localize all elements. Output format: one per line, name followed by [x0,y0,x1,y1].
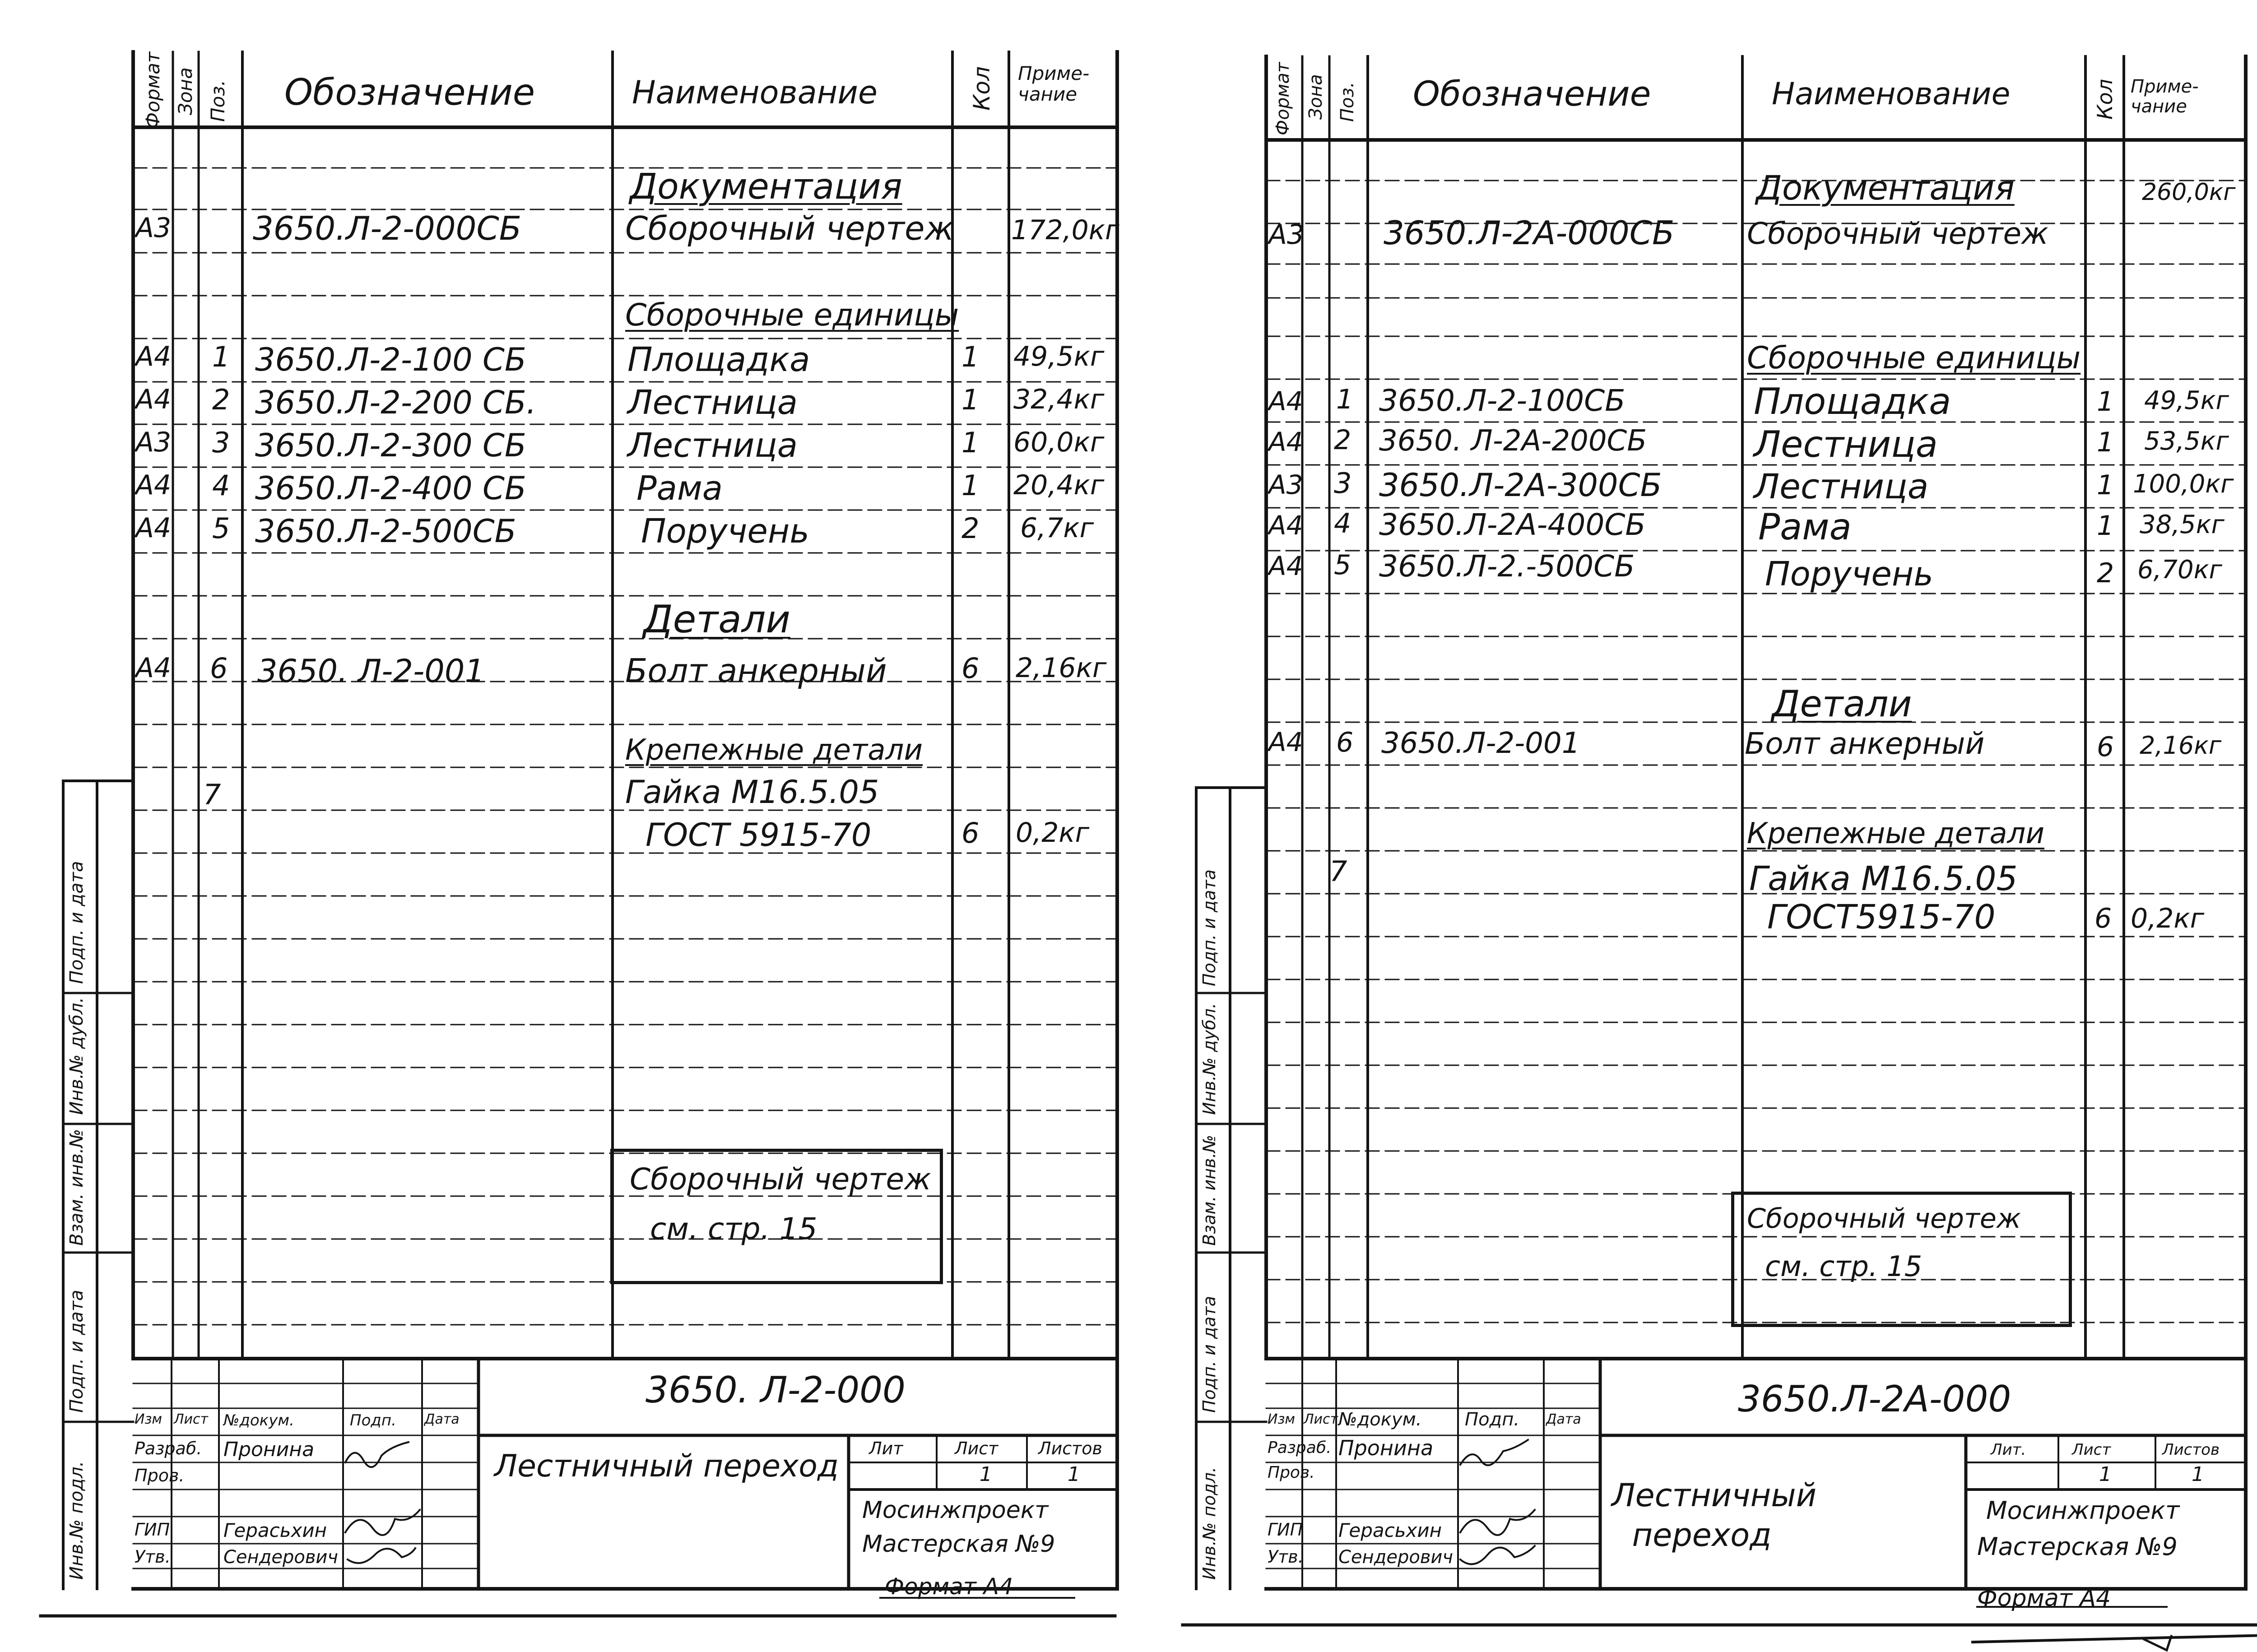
row-qty: 1 [961,469,980,502]
row-name: Площадка [627,340,810,379]
section-fasteners: Крепежные детали [625,733,923,767]
header-format: Формат [1272,62,1293,135]
tb-person: Пронина [1338,1436,1434,1460]
row-format: А4 [135,469,172,501]
row-qty: 2 [961,512,980,545]
header-qty: Кол [2093,79,2117,120]
row-qty: 1 [2097,427,2114,458]
row-note: 53,5кг [2144,427,2229,456]
tb-role: ГИП [1268,1520,1303,1540]
tb-role: Пров. [1268,1463,1315,1482]
row-name: ГОСТ 5915-70 [646,817,872,854]
row-designation: 3650.Л-2-400 СБ [255,470,526,507]
tb-lit-label: Лит [869,1439,903,1458]
row-qty: 1 [961,340,980,373]
header-name: Наименование [632,74,878,111]
row-designation: 3650.Л-2А-400СБ [1379,507,1646,542]
section-docs: Документация [1756,169,2015,208]
row-name: Площадка [1754,381,1951,422]
row-designation: 3650.Л-2-100СБ [1379,383,1625,418]
row-name: Гайка М16.5.05 [625,774,879,811]
header-note: Приме- чание [2131,76,2199,117]
row-name: Поручень [1765,555,1933,594]
header-note: Приме- чание [1018,62,1090,106]
row-designation: 3650.Л-2-001 [1381,727,1580,760]
row-name: Лестница [1754,423,1938,465]
tb-sheets-label: Листов [1038,1439,1102,1458]
row-designation: 3650.Л-2.-500СБ [1379,549,1635,584]
header-pos: Поз. [207,80,229,122]
tb-sheets-label: Листов [2162,1441,2220,1459]
row-note: 172,0кг [1011,214,1119,246]
row-note: 0,2кг [1016,817,1090,849]
doc-title: Лестничный переход [1611,1477,1817,1554]
tb-sheets: 1 [2192,1463,2204,1486]
tb-col: №докум. [223,1411,294,1429]
row-note: 0,2кг [2131,903,2205,934]
row-designation: 3650.Л-2-200 СБ. [255,384,537,421]
row-pos: 4 [212,469,230,502]
tb-sheet: 1 [980,1463,992,1486]
row-note: 6,7кг [1020,512,1094,544]
row-pos: 7 [1329,855,1347,888]
row-note: 6,70кг [2137,555,2222,585]
doc-title: Лестничный переход [494,1448,839,1484]
section-details: Детали [1772,683,1912,725]
row-pos: 4 [1334,508,1351,539]
side-label: Взам. инв.№ [1199,1135,1219,1246]
tb-sheet-label: Лист [2072,1441,2111,1459]
row-format: А4 [135,341,172,372]
tb-col: Дата [424,1411,460,1427]
tb-org-line1: Мосинжпроект [1986,1496,2180,1525]
side-label: Инв.№ дубл. [66,997,87,1115]
tb-role: Разраб. [1268,1439,1332,1457]
row-note: 49,5кг [2144,386,2229,415]
tb-col: Лист [1304,1411,1338,1427]
row-format: А4 [135,652,172,684]
row-pos: 6 [210,652,228,685]
header-pos: Поз. [1337,82,1358,122]
row-qty: 6 [2097,731,2114,763]
row-designation: 3650.Л-2-100 СБ [255,341,526,378]
tb-org-line1: Мосинжпроект [862,1497,1049,1524]
row-qty: 6 [961,652,980,685]
tb-org-line2: Мастерская №9 [862,1531,1055,1558]
tb-sheet: 1 [2099,1463,2112,1486]
row-name: Лестница [1754,466,1929,506]
row-format: А3 [135,212,172,244]
row-designation: 3650. Л-2-001 [257,653,485,690]
assembly-note-line2: см. стр. 15 [1765,1250,1923,1283]
row-qty: 1 [961,426,980,459]
tb-lit-label: Лит. [1991,1441,2026,1459]
row-qty: 1 [2097,510,2114,542]
row-designation: 3650.Л-2-000СБ [253,209,522,247]
row-pos: 5 [212,512,230,545]
row-name: ГОСТ5915-70 [1767,898,1996,937]
row-qty: 1 [2097,386,2114,418]
row-name: Болт анкерный [1745,726,1985,761]
row-qty: 6 [961,817,980,849]
row-format: А3 [1268,469,1303,500]
row-pos: 1 [212,340,230,373]
row-note: 2,16кг [2140,731,2222,760]
row-format: А4 [1268,727,1303,757]
row-designation: 3650.Л-2А-300СБ [1379,467,1662,504]
tb-col: Изм [135,1411,163,1427]
row-note: 100,0кг [2133,469,2234,499]
tb-person: Пронина [223,1438,315,1461]
row-note: 260,0кг [2142,179,2236,206]
row-pos: 2 [212,383,230,416]
row-designation: 3650.Л-2А-000СБ [1384,214,1675,252]
row-note: 38,5кг [2140,510,2224,539]
row-pos: 3 [1334,467,1352,500]
row-name: Болт анкерный [625,652,887,690]
row-name: Поручень [641,512,809,551]
row-name: Гайка М16.5.05 [1749,859,2018,898]
header-designation: Обозначение [284,71,535,113]
row-note: 20,4кг [1013,469,1105,501]
assembly-note-line1: Сборочный чертеж [1747,1203,2021,1234]
tb-col: Дата [1546,1411,1581,1427]
tb-role: Утв. [1268,1547,1304,1567]
tb-person: Герасьхин [223,1519,327,1541]
row-designation: 3650.Л-2-300 СБ [255,427,526,464]
row-pos: 5 [1334,549,1351,581]
row-qty: 2 [2097,557,2114,589]
side-label: Взам. инв.№ [66,1129,87,1246]
header-qty: Кол [969,66,995,111]
row-format: А4 [135,384,172,415]
row-qty: 1 [961,383,980,416]
row-pos: 2 [1334,424,1351,456]
tb-person: Сендерович [1338,1547,1454,1568]
side-label: Инв.№ подл. [66,1461,87,1580]
tb-col: Лист [174,1411,209,1427]
row-name: Сборочный чертеж [625,209,954,247]
row-format: А4 [1268,510,1303,541]
tb-role: Пров. [135,1466,185,1485]
section-assemblies: Сборочные единицы [1747,340,2081,376]
tb-sheet-label: Лист [955,1439,998,1458]
tb-person: Герасьхин [1338,1519,1442,1541]
tb-col: Изм [1268,1411,1296,1427]
row-name: Рама [636,469,723,508]
row-format: А4 [1268,427,1303,457]
tb-role: ГИП [135,1520,170,1540]
row-qty: 6 [2094,903,2112,934]
assembly-note-line2: см. стр. 15 [650,1211,817,1246]
header-zone: Зона [1305,74,1326,120]
tb-col: №докум. [1338,1409,1422,1430]
side-label: Подп. и дата [66,1290,87,1413]
row-format: А3 [135,427,172,458]
tb-role: Разраб. [135,1439,202,1458]
header-name: Наименование [1772,76,2011,112]
row-note: 49,5кг [1013,341,1105,372]
header-zone: Зона [174,67,196,115]
tb-person: Сендерович [223,1547,339,1568]
side-label: Подп. и дата [1199,869,1219,986]
row-name: Лестница [627,426,798,465]
doc-number: 3650.Л-2А-000 [1738,1378,2011,1420]
section-assemblies: Сборочные единицы [625,297,959,333]
doc-number: 3650. Л-2-000 [646,1369,906,1411]
row-note: 60,0кг [1013,427,1105,458]
section-details: Детали [643,597,790,641]
row-format: А4 [1268,386,1303,417]
side-label: Подп. и дата [1199,1296,1219,1413]
row-name: Рама [1758,506,1852,548]
row-designation: 3650.Л-2-500СБ [255,513,516,550]
assembly-note-line1: Сборочный чертеж [630,1162,931,1197]
section-docs: Документация [630,167,902,207]
row-pos: 3 [212,426,230,459]
row-pos: 1 [1336,384,1354,415]
side-label: Инв.№ дубл. [1199,1003,1219,1115]
row-format: А4 [135,512,172,544]
row-format: А3 [1268,219,1305,251]
row-name: Лестница [627,383,798,422]
tb-sheets: 1 [1068,1463,1080,1486]
header-format: Формат [142,51,164,129]
tb-col: Подп. [350,1411,396,1429]
row-designation: 3650. Л-2А-200СБ [1379,424,1647,458]
header-designation: Обозначение [1413,74,1651,114]
row-pos: 6 [1336,727,1354,758]
side-label: Подп. и дата [66,861,87,984]
row-qty: 1 [2097,469,2114,501]
row-note: 32,4кг [1013,384,1105,415]
side-label: Инв.№ подл. [1199,1466,1219,1580]
format-label: Формат А4 [1977,1585,2111,1612]
row-format: А4 [1268,551,1303,581]
tb-org-line2: Мастерская №9 [1977,1532,2178,1561]
tb-role: Утв. [135,1547,171,1567]
row-name: Сборочный чертеж [1747,216,2048,251]
section-fasteners: Крепежные детали [1747,817,2045,850]
format-label: Формат А4 [885,1573,1013,1600]
row-note: 2,16кг [1016,652,1107,684]
tb-col: Подп. [1465,1409,1520,1430]
row-pos: 7 [203,778,221,811]
